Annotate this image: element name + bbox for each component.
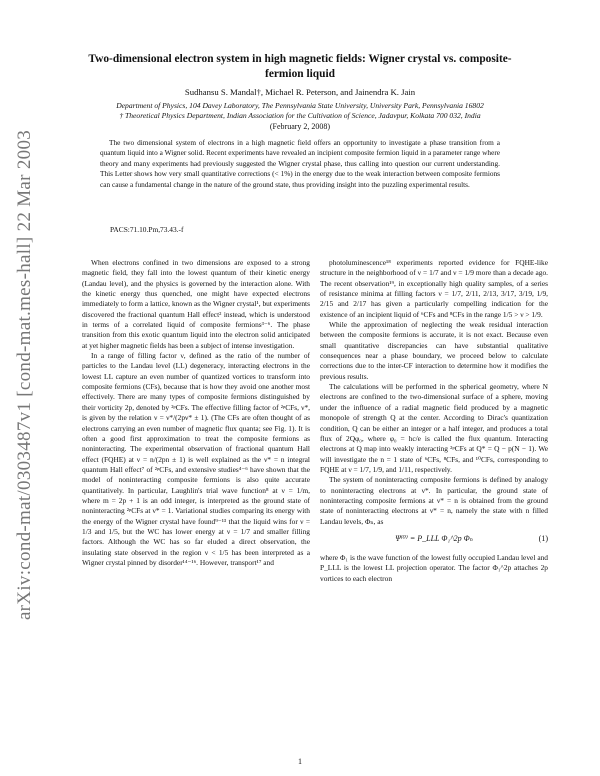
arxiv-side-stamp bbox=[10, 95, 40, 655]
body-paragraph: The calculations will be performed in the spherical geometry, where N electrons are confined to the two-dimensional surface of a sphere, moving under the influence of a radial magnetic field produced by a magnetic monopole of strength Q at the center. According to Dirac's quantization condition, Q can be either an integer or a half integer, and produces a total flux of 2Qφ₀, where φ₀ = hc/e is called the flux quantum. Interacting electrons at Q map into weakly interacting ²ᵖCFs at Q* = Q − p(N − 1). We will investigate the n = 1 state of ⁶CFs, ⁸CFs, and ¹⁰CFs, corresponding to FQHE at ν = 1/7, 1/9, and 1/11, respectively. bbox=[320, 382, 548, 474]
left-column bbox=[82, 258, 310, 568]
equation-expression: Ψ⁽⁰⁾ = P_LLL Φ₁^2p Φₙ bbox=[395, 533, 473, 543]
right-column bbox=[320, 258, 548, 584]
arxiv-stamp-text: arXiv:cond-mat/0303487v1 [cond-mat.mes-hall] 22 Mar 2003 bbox=[14, 129, 35, 621]
equation-1 bbox=[320, 534, 548, 546]
body-paragraph: The system of noninteracting composite fermions is defined by analogy to noninteracting electrons at ν*. In particular, the ground state of noninteracting composite fermions at ν* = n is obtained from the ground state of noninteracting electrons at ν* = n, namely the state with n filled Landau levels, Φₙ, as bbox=[320, 475, 548, 526]
affiliation-secondary: † Theoretical Physics Department, Indian Association for the Cultivation of Science, Jadavpur, Kolkata 700 032, India bbox=[119, 111, 481, 120]
paper-title: Two-dimensional electron system in high magnetic fields: Wigner crystal vs. composite-fermion liquid bbox=[88, 53, 512, 80]
abstract: The two dimensional system of electrons in a high magnetic field offers an opportunity to investigate a phase transition from a quantum liquid into a Wigner solid. Recent experiments have revealed an incipient composite fermion liquid in a parameter range where theory and many experiments had previously suggested the Wigner crystal phase, thus calling into question our current understanding. This Letter shows how very small quantitative corrections (< 1%) in the energy due to the weak interaction between composite fermions can cause a fundamental change in the nature of the ground state, thus providing insight into the puzzling experimental results. bbox=[100, 138, 500, 189]
body-paragraph: When electrons confined in two dimensions are exposed to a strong magnetic field, they fall into the lowest quantum of their kinetic energy (Landau level), and the physics is governed by the interaction alone. With the kinetic energy thus quenched, one might have expected electrons immediately to form a lattice, known as the Wigner crystal¹, but experiments discovered the fractional quantum Hall effect² instead, which is understood in terms of a correlated liquid of composite fermions³⁻⁶. The phase transition from this exotic quantum liquid into the electron solid anticipated at yet higher magnetic fields has been a subject of intense investigation. bbox=[82, 258, 310, 350]
author-list: Sudhansu S. Mandal†, Michael R. Peterson, and Jainendra K. Jain bbox=[184, 87, 416, 97]
body-paragraph: photoluminescence¹⁸ experiments reported evidence for FQHE-like structure in the neighborhood of ν = 1/7 and ν = 1/9 more than a decade ago. The recent observation¹⁹, in exceptionally high quality samples, of a series of resistance minima at filling factors ν = 1/7, 2/11, 2/13, 3/17, 3/19, 1/9, 2/15 and 2/17 has given a particularly compelling indication for the existence of an incipient liquid of ⁶CFs and ⁸CFs in the range 1/5 > ν > 1/9. bbox=[320, 258, 548, 319]
pacs-codes: PACS:71.10.Pm,73.43.-f bbox=[110, 225, 184, 234]
body-paragraph: While the approximation of neglecting the weak residual interaction between the composite fermions is accurate, it is not exact. Because even small quantitative discrepancies can have substantial qualitative consequences near a phase boundary, we proceed below to calculate corrections due to the inter-CF interaction to determine how it modifies the previous results. bbox=[320, 320, 548, 381]
equation-number: (1) bbox=[538, 533, 548, 543]
affiliation-primary: Department of Physics, 104 Davey Laboratory, The Pennsylvania State University, University Park, Pennsylvania 16802 bbox=[116, 101, 484, 110]
body-paragraph: In a range of filling factor ν, defined as the ratio of the number of particles to the Landau level (LL) degeneracy, interacting electrons in the lowest LL capture an even number of quantized vortices to transform into composite fermions (CFs), because that is how they avoid one another most effectively. There are many types of composite fermions distinguished by their vorticity 2p, denoted by ²ᵖCFs. The effective filling factor of ²ᵖCFs, ν*, is given by the relation ν = ν*/(2pν* ± 1). (The CFs are often thought of as electrons carrying an even number of magnetic flux quanta; see Fig. 1). It is often a good first approximation to treat the composite fermions as noninteracting. The experimental observation of fractional quantum Hall effect (FQHE) at ν = n/(2pn ± 1) is well explained as the ν* = n integral quantum Hall effect⁷ of ²ᵖCFs, and extensive studies⁴⁻⁶ have shown that the model of noninteracting composite fermions is also quite accurate quantitatively. In particular, Laughlin's trial wave function⁸ at ν = 1/m, where m = 2p + 1 is an odd integer, is interpreted as the ground state of noninteracting ²ᵖCFs at ν* = 1. Variational studies comparing its energy with the energy of the Wigner crystal have found⁹⁻¹³ that the liquid wins for ν = 1/3 and 1/5, but the WC has lower energy at ν = 1/7 and smaller filling factors. Although the WC has so far eluded a direct observation, the insulating state observed in the region ν < 1/5 has been interpreted as a Wigner crystal pinned by disorder¹⁴⁻¹⁶. However, transport¹⁷ and bbox=[82, 351, 310, 567]
body-paragraph: where Φ₁ is the wave function of the lowest fully occupied Landau level and P_LLL is the lowest LL projection operator. The factor Φ₁^2p attaches 2p vortices to each electron bbox=[320, 552, 548, 583]
page-number: 1 bbox=[298, 757, 302, 766]
paper-date: (February 2, 2008) bbox=[269, 122, 331, 131]
